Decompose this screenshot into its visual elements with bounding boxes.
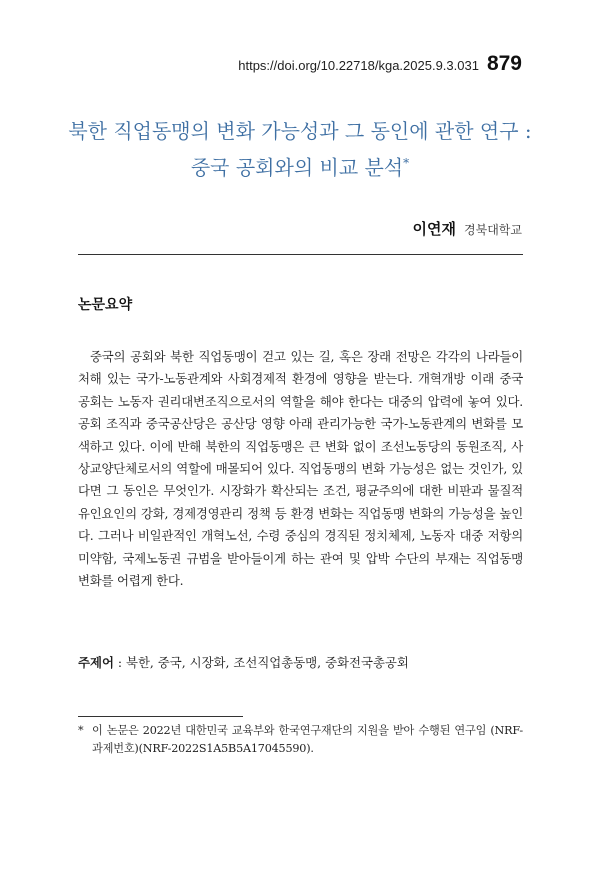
author-affiliation: 경북대학교 — [464, 223, 522, 237]
footnote-text: 이 논문은 2022년 대한민국 교육부와 한국연구재단의 지원을 받아 수행된 연구임 (NRF-과제번호)(NRF-2022S1A5B5A17045590). — [92, 724, 523, 755]
footnote-divider — [78, 716, 243, 717]
title-main: 북한 직업동맹의 변화 가능성과 그 동인에 관한 연구 : — [68, 119, 532, 143]
author-name: 이연재 — [412, 220, 457, 238]
title-footnote-mark: * — [403, 156, 410, 170]
footnote — [78, 722, 523, 758]
title-sub — [60, 150, 540, 181]
abstract-body: 중국의 공회와 북한 직업동맹이 걷고 있는 길, 혹은 장래 전망은 각각의 나라들이 처해 있는 국가-노동관계와 사회경제적 환경에 영향을 받는다. 개혁개방 이래 중국 공회는 노동자 권리대변조직으로서의 역할을 해야 한다는 대중의 압력에 놓여 있다. 공회 조직과 중국공산당은 공산당 영향 아래 관리가능한 국가-노동관계의 변화를 모색하고 있다. 이에 반해 북한의 직업동맹은 큰 변화 없이 조선노동당의 동원조직, 사상교양단체로서의 역할에 매몰되어 있다. 직업동맹의 변화 가능성은 없는 것인가, 있다면 그 동인은 무엇인가. 시장화가 확산되는 조건, 평균주의에 대한 비판과 물질적 유인요인의 강화, 경제경영관리 정책 등 환경 변화는 직업동맹 변화의 가능성을 높인다. 그러나 비일관적인 개혁노선, 수령 중심의 경직된 정치체제, 노동자 대중 저항의 미약함, 국제노동권 규범을 받아들이게 하는 관여 및 압박 수단의 부재는 직업동맹 변화를 어렵게 한다. — [78, 349, 523, 589]
keywords-separator: : — [113, 655, 126, 670]
keywords-line — [78, 653, 523, 673]
keywords-label: 주제어 — [78, 655, 114, 670]
abstract-heading: 논문요약 — [78, 297, 133, 313]
page-header — [238, 52, 522, 76]
footnote-mark: * — [78, 724, 84, 737]
top-divider — [78, 254, 523, 255]
page-number: 879 — [486, 52, 522, 75]
doi-link[interactable]: https://doi.org/10.22718/kga.2025.9.3.031 — [238, 58, 479, 73]
author-block — [413, 218, 522, 239]
title-sub-text: 중국 공회와의 비교 분석 — [190, 155, 404, 180]
keywords-terms: 북한, 중국, 시장화, 조선직업총동맹, 중화전국총공회 — [125, 655, 409, 670]
paper-title — [60, 118, 540, 181]
